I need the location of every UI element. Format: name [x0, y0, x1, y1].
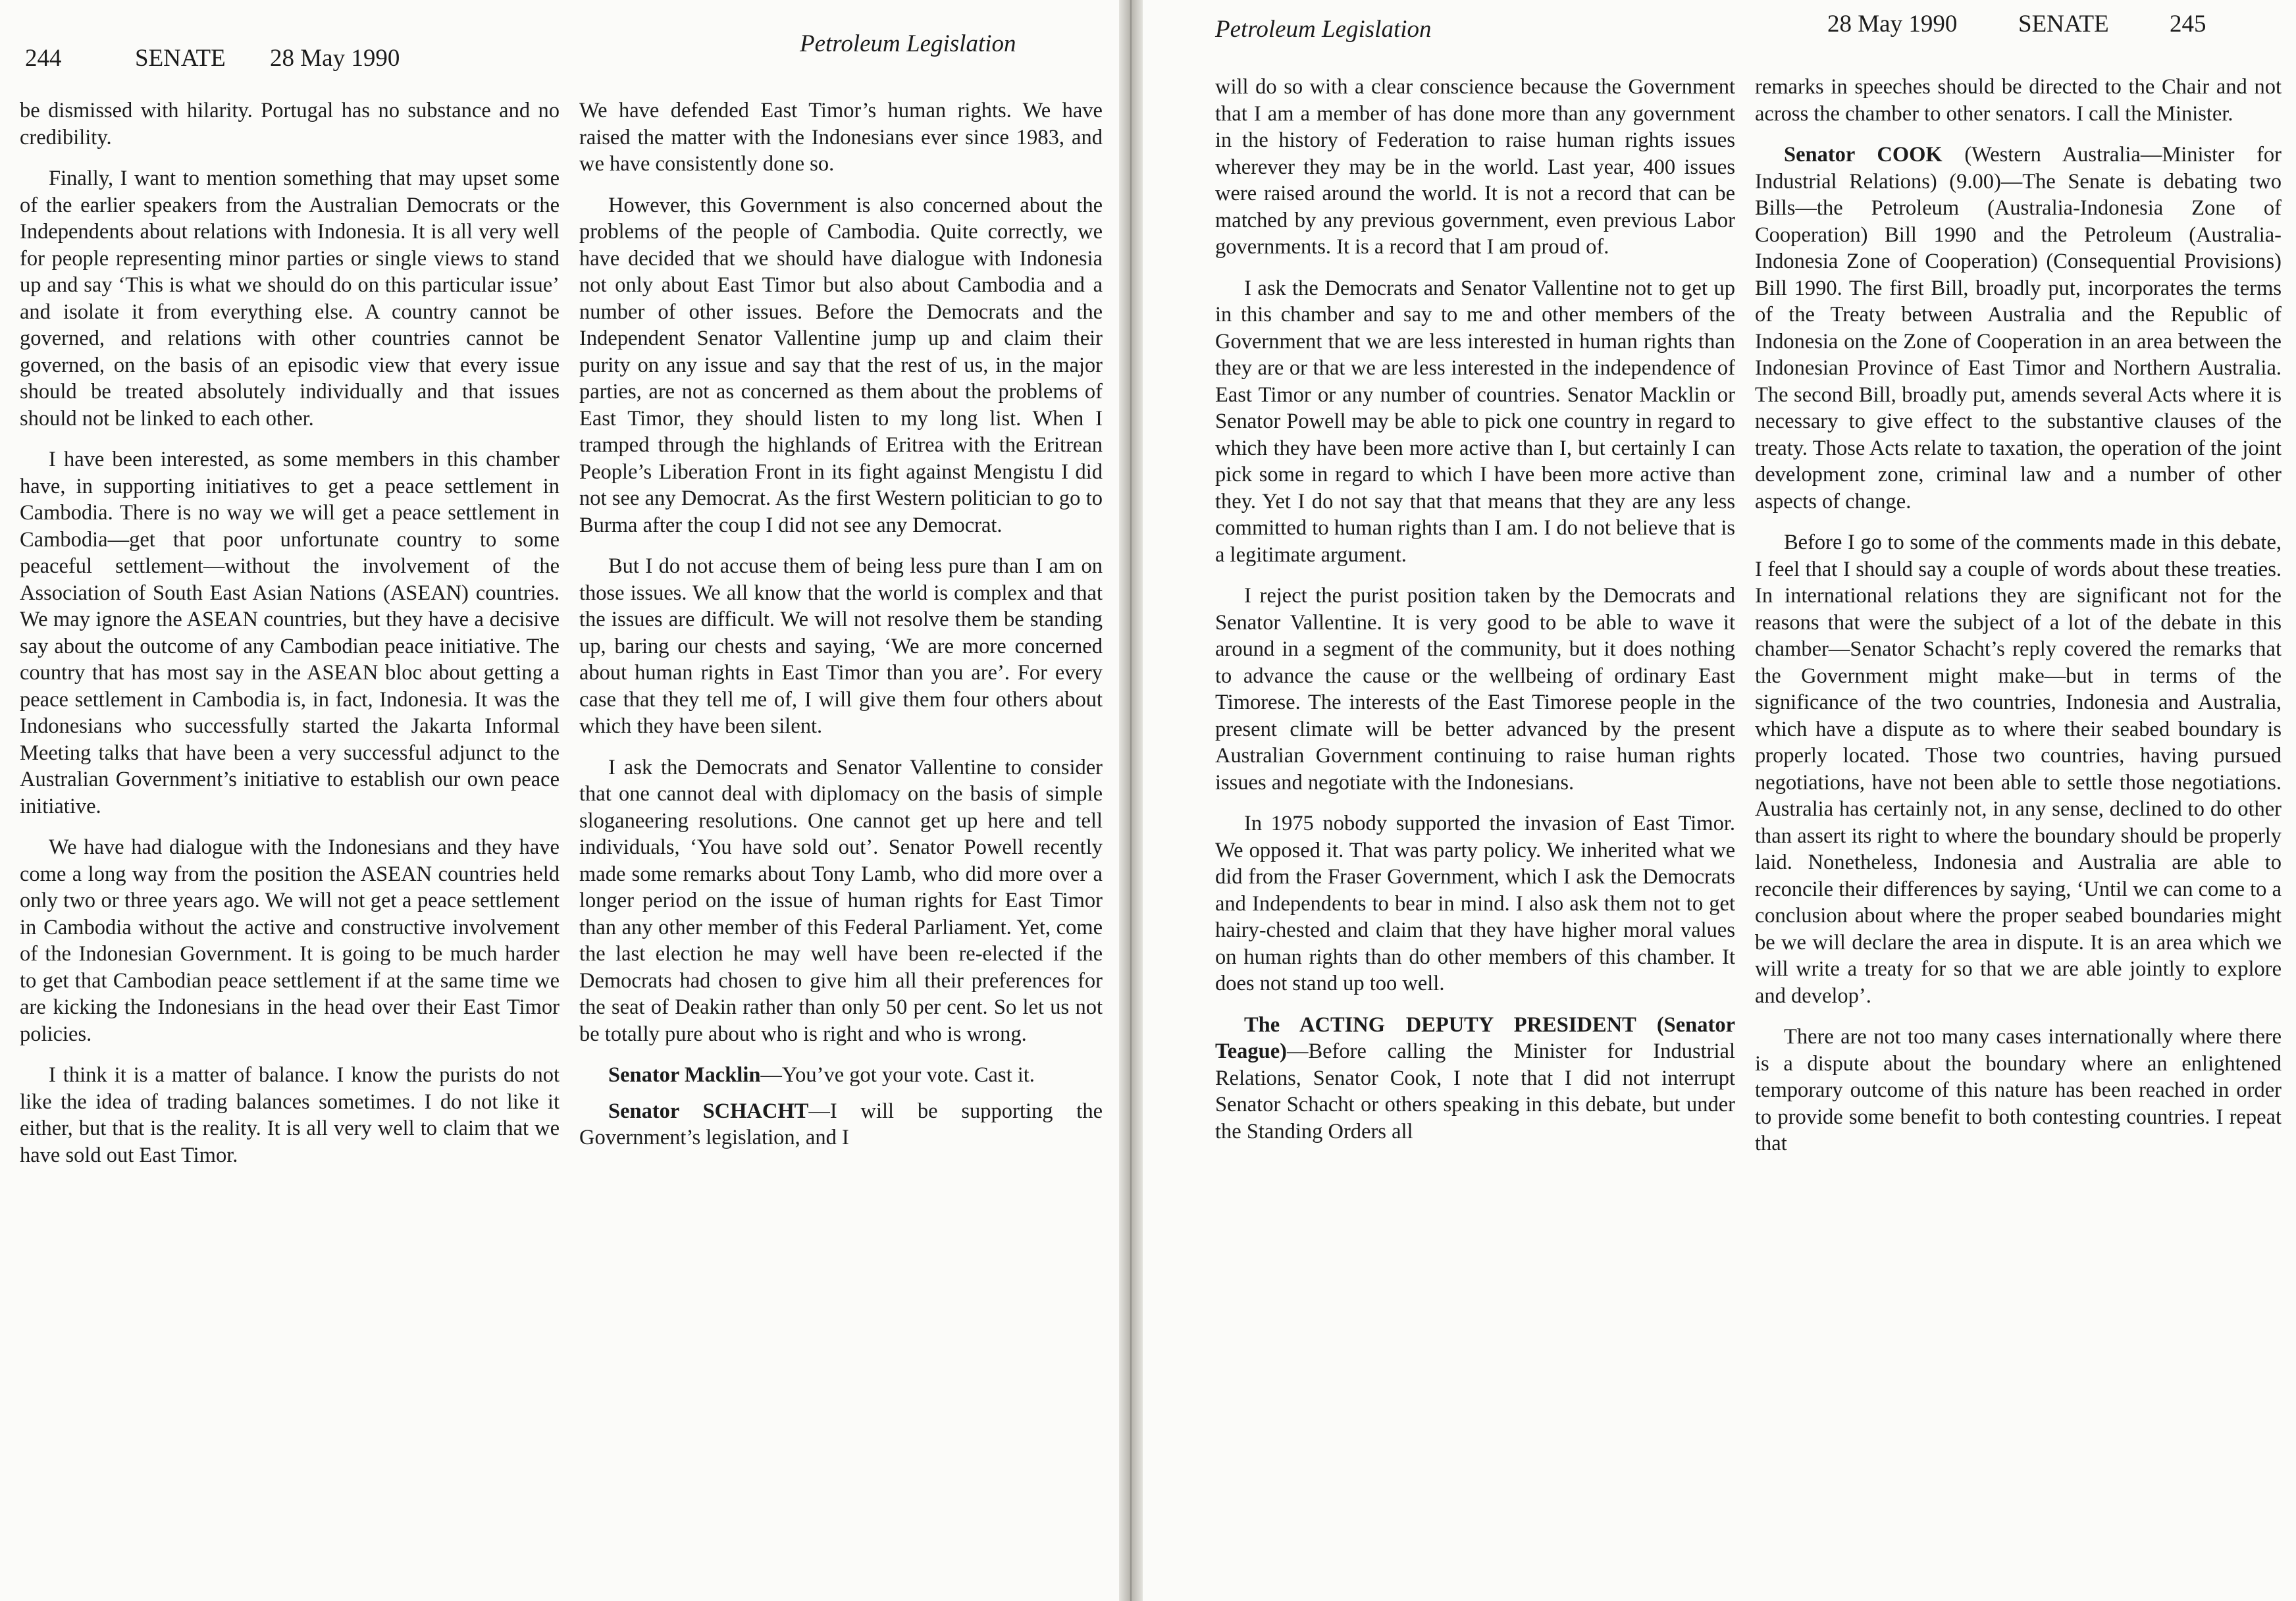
- paragraph: In 1975 nobody supported the invasion of East Timor. We opposed it. That was party policy. We inherited what we did from the Fraser Government, which I ask the Democrats and Independents to bear in mind. I also ask them not to get hairy-chested and claim that they have higher moral values on human rights than do other members of this chamber. It does not stand up too well.: [1215, 812, 1735, 995]
- speech-text: —I will be supporting the Government’s legislation, and I: [579, 1099, 1103, 1149]
- paragraph: will do so with a clear conscience because the Government that I am a member of has done more than any government in the history of Federation to raise human rights issues wherever they may be in the world. Last year, 400 issues were raised around the world. It is not a record that can be matched by any previous government, even previous Labor governments. It is a record that I am proud of.: [1215, 75, 1735, 259]
- speech-opening: [579, 1098, 1103, 1151]
- chamber-label: SENATE: [135, 45, 226, 72]
- paragraph: I have been interested, as some members in this chamber have, in supporting initiatives to get a peace settlement in Cambodia. There is no way we will get a peace settlement in Cambodia—get that poor unfortunate country to some peaceful settlement—without the involvement of the Association of South East Asian Nations (ASEAN) countries. We may ignore the ASEAN countries, but they have a decisive say about the outcome of any Cambodian peace initiative. The country that has most say in the ASEAN bloc about getting a peace settlement in Cambodia is, in fact, Indonesia. It was the Indonesians who successfully started the Jakarta Informal Meeting talks that have been a very successful adjunct to the Australian Government’s initiative to establish our own peace initiative.: [20, 448, 560, 818]
- page-number: 245: [2170, 11, 2206, 38]
- speaker-name: Senator SCHACHT: [608, 1099, 809, 1123]
- date-label: 28 May 1990: [1827, 11, 1958, 38]
- left-column-1: [20, 97, 560, 1183]
- paragraph: remarks in speeches should be directed to the Chair and not across the chamber to other senators. I call the Minister.: [1755, 75, 2282, 126]
- presiding-officer-remark: [1215, 1012, 1735, 1145]
- paragraph: There are not too many cases internationally where there is a dispute about the boundary where an enlightened temporary outcome of this nature has been reached in order to provide some benefit to both contesting countries. I repeat that: [1755, 1025, 2282, 1155]
- speech-text: (Western Australia—Minister for Industrial Relations) (9.00)—The Senate is debating two Bills—the Petroleum (Australia-Indonesia Zone of Cooperation) Bill 1990 and the Petroleum (Australia-Indonesia Zone of Cooperation) (Consequential Provisions) Bill 1990. The first Bill, broadly put, incorporates the terms of the Treaty between Australia and the Republic of Indonesia on the Zone of Cooperation in an area between the Indonesian Province of East Timor and Northern Australia. The second Bill, broadly put, amends several Acts where it is necessary to give effect to the substantive clauses of the treaty. Those Acts relate to taxation, the operation of the joint development zone, criminal law and a number of other aspects of change.: [1755, 143, 2282, 513]
- paragraph: However, this Government is also concerned about the problems of the people of Cambodia. Quite correctly, we have decided that we should have dialogue with Indonesia not only about East Timor but also about Cambodia and a number of other issues. Before the Democrats and the Independent Senator Vallentine jump up and claim their purity on any issue and say that the rest of us, in the major parties, are not as concerned as them about the problems of East Timor, they should listen to my long list. When I tramped through the highlands of Eritrea with the Eritrean People’s Liberation Front in its fight against Mengistu I did not see any Democrat. As the first Western politician to go to Burma after the coup I did not see any Democrat.: [579, 193, 1103, 537]
- interjection: [579, 1062, 1103, 1089]
- speech-text: —Before calling the Minister for Industrial Relations, Senator Cook, I note that I did not interrupt Senator Schacht or others speaking in this debate, but under the Standing Orders all: [1215, 1039, 1735, 1143]
- book-spine: [1119, 0, 1143, 1601]
- paragraph: I ask the Democrats and Senator Vallentine not to get up in this chamber and say to me and other members of the Government that we are less interested in human rights than they are or that we are less interested in the independence of East Timor or any number of countries. Senator Macklin or Senator Powell may be able to pick one country in regard to which they have been more active than I, but certainly I can pick some in regard to which I have been more active than they. Yet I do not say that that means that they are any less committed to human rights than I am. I do not believe that is a legitimate argument.: [1215, 276, 1735, 567]
- section-title: Petroleum Legislation: [1215, 16, 1432, 43]
- paragraph: Finally, I want to mention something that may upset some of the earlier speakers from the Australian Democrats or the Independents about relations with Indonesia. It is all very well for people representing minor parties or single views to stand up and say ‘This is what we should do on this particular issue’ and isolate it from everything else. A country cannot be governed, and relations with other countries cannot be governed, on the basis of an episodic view that every issue should be treated absolutely individually and that issues should not be linked to each other.: [20, 167, 560, 431]
- paragraph: But I do not accuse them of being less pure than I am on those issues. We all know that the world is complex and that the issues are difficult. We will not resolve them be standing up, baring our chests and saying, ‘We are more concerned about human rights in East Timor than you are’. For every case that they tell me of, I will give them four others about which they have been silent.: [579, 554, 1103, 738]
- left-page: [0, 0, 1119, 1601]
- chamber-label: SENATE: [2018, 11, 2109, 38]
- paragraph: We have defended East Timor’s human rights. We have raised the matter with the Indonesians ever since 1983, and we have consistently done so.: [579, 99, 1103, 176]
- paragraph: I think it is a matter of balance. I know the purists do not like the idea of trading balances sometimes. I do not like it either, but that is the reality. It is all very well to claim that we have sold out East Timor.: [20, 1063, 560, 1167]
- page-number: 244: [25, 45, 62, 72]
- right-page: [1143, 0, 2296, 1601]
- paragraph: We have had dialogue with the Indonesians and they have come a long way from the position the ASEAN countries held only two or three years ago. We will not get a peace settlement in Cambodia without the active and constructive involvement of the Indonesian Government. It is going to be much harder to get that Cambodian peace settlement if at the same time we are kicking the Indonesians in the head over their East Timor policies.: [20, 835, 560, 1046]
- paragraph: be dismissed with hilarity. Portugal has no substance and no credibility.: [20, 99, 560, 149]
- date-label: 28 May 1990: [270, 45, 400, 72]
- right-column-1: [1215, 74, 1735, 1159]
- section-title: Petroleum Legislation: [800, 30, 1016, 57]
- speech-text: —You’ve got your vote. Cast it.: [760, 1063, 1035, 1087]
- speaker-name: Senator COOK: [1784, 143, 1943, 167]
- speaker-name: Senator Macklin: [608, 1063, 761, 1087]
- paragraph: I reject the purist position taken by the Democrats and Senator Vallentine. It is very good to be able to wave it around in a segment of the community, but it does nothing to advance the cause or the wellbeing of ordinary East Timorese. The interests of the East Timorese people in the present climate will be better advanced by the present Australian Government continuing to raise human rights issues and negotiate with the Indonesians.: [1215, 584, 1735, 795]
- speech-opening: [1755, 142, 2282, 515]
- paragraph: Before I go to some of the comments made in this debate, I feel that I should say a couple of words about these treaties. In international relations they are significant not for the reasons that were the subject of a lot of the debate in this chamber—Senator Schacht’s reply covered the remarks that the Government might make—but in terms of the significance of the two countries, Indonesia and Australia, which have a dispute as to where their seabed boundary is properly located. Those two countries, having pursued negotiations, have not been able to settle those negotiations. Australia has certainly not, in any sense, declined to do other than assert its right to where the boundary should be properly laid. Nonetheless, Indonesia and Australia are able to reconcile their differences by saying, ‘Until we can come to a conclusion about where the proper seabed boundaries might be we will declare the area in dispute. It is an area which we will write a treaty for so that we are able jointly to explore and develop’.: [1755, 531, 2282, 1008]
- left-column-2: [579, 97, 1103, 1166]
- right-column-2: [1755, 74, 2282, 1172]
- speaker-name: The ACTING DEPUTY PRESIDENT (Senator Teague): [1215, 1012, 1735, 1063]
- paragraph: I ask the Democrats and Senator Vallentine to consider that one cannot deal with diplomacy on the basis of simple sloganeering resolutions. One cannot get up here and tell individuals, ‘You have sold out’. Senator Powell recently made some remarks about Tony Lamb, who did more over a longer period on the issue of human rights for East Timor than any other member of this Federal Parliament. Yet, come the last election he may well have been re-elected if the Democrats had chosen to give him all their preferences for the seat of Deakin rather than only 50 per cent. So let us not be totally pure about who is right and who is wrong.: [579, 755, 1103, 1046]
